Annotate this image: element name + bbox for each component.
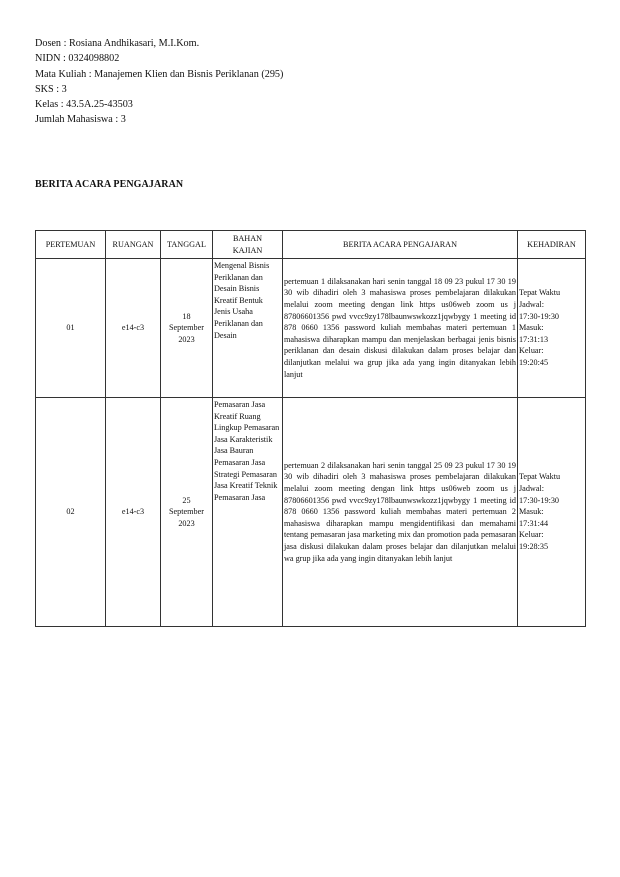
cell-ruangan: e14-c3 [106, 259, 161, 398]
col-header-pertemuan: PERTEMUAN [36, 231, 106, 259]
jadwal-value: 17:30-19:30 [519, 495, 560, 505]
dosen-line: Dosen : Rosiana Andhikasari, M.I.Kom. [35, 38, 200, 49]
document-title: BERITA ACARA PENGAJARAN [35, 179, 184, 190]
nidn-line: NIDN : 0324098802 [35, 53, 120, 65]
keluar-label: Keluar: [519, 530, 544, 540]
jumlah-mahasiswa-line: Jumlah Mahasiswa : 3 [35, 114, 126, 126]
masuk-value: 17:31:13 [519, 334, 549, 344]
keluar-value: 19:20:45 [519, 357, 549, 367]
col-header-ruangan: RUANGAN [106, 231, 161, 259]
kelas-line: Kelas : 43.5A.25-43503 [35, 99, 133, 111]
col-header-bahan: BAHAN [232, 233, 263, 243]
masuk-label: Masuk: [519, 323, 544, 333]
cell-kehadiran [518, 259, 586, 398]
keluar-value: 19:28:35 [519, 541, 549, 551]
jadwal-value: 17:30-19:30 [519, 311, 560, 321]
masuk-value: 17:31:44 [519, 518, 549, 528]
col-header-berita: BERITA ACARA PENGAJARAN [283, 231, 518, 259]
cell-pertemuan: 01 [36, 259, 106, 398]
tanggal-month: September [168, 507, 204, 517]
col-header-bahan-kajian [213, 231, 283, 259]
tanggal-year: 2023 [178, 518, 195, 528]
kehadiran-status: Tepat Waktu [519, 472, 561, 482]
course-header [35, 36, 283, 128]
kehadiran-status: Tepat Waktu [519, 288, 561, 298]
col-header-tanggal: TANGGAL [161, 231, 213, 259]
jadwal-label: Jadwal: [519, 300, 545, 310]
table-header-row [36, 231, 586, 259]
table-row [36, 398, 586, 627]
keluar-label: Keluar: [519, 346, 544, 356]
cell-berita-acara: pertemuan 2 dilaksanakan hari senin tanggal 25 09 23 pukul 17 30 19 30 wib dihadiri oleh 3 mahasiswa proses pembelajaran dilakukan melalui zoom meeting dengan link https us06web zoom us j 87806601356 pwd vvcc9zy178lbaunwswkozz1jqwbygy 1 meeting id 878 0660 1356 password kuliah membahas materi pertemuan 2 mahasiswa diharapkan mampu mengidentifikasi dan memahami tentang pemasaran jasa marketing mix dan promotion pada pemasaran jasa diskusi dilakukan dalam proses belajar dan dilanjutkan melalui wa grup jika ada yang ingin ditanyakan lebih lanjut [283, 398, 518, 627]
cell-bahan-kajian: Mengenal Bisnis Periklanan dan Desain Bisnis Kreatif Bentuk Jenis Usaha Periklanan dan Desain [213, 259, 283, 398]
col-header-kajian: KAJIAN [232, 245, 263, 255]
tanggal-year: 2023 [178, 334, 195, 344]
cell-tanggal [161, 259, 213, 398]
tanggal-day: 25 [182, 495, 191, 505]
jadwal-label: Jadwal: [519, 484, 545, 494]
sks-line: SKS : 3 [35, 83, 67, 95]
berita-acara-table [35, 230, 586, 627]
mata-kuliah-line: Mata Kuliah : Manajemen Klien dan Bisnis Periklanan (295) [35, 68, 284, 80]
cell-tanggal [161, 398, 213, 627]
col-header-kehadiran: KEHADIRAN [518, 231, 586, 259]
masuk-label: Masuk: [519, 507, 544, 517]
tanggal-month: September [168, 323, 204, 333]
table-row [36, 259, 586, 398]
cell-berita-acara: pertemuan 1 dilaksanakan hari senin tanggal 18 09 23 pukul 17 30 19 30 wib dihadiri oleh 3 mahasiswa proses pembelajaran dilakukan melalui zoom meeting dengan link https us06web zoom us j 87806601356 pwd vvcc9zy178lbaunwswkozz1jqwbygy 1 meeting id 878 0660 1356 password kuliah membahas materi pertemuan 1 mahasiswa diharapkan mampu dan menjelaskan berbagai jenis bisnis periklanan dan desain diskusi dilakukan dalam proses belajar dan dilanjutkan melalui wa grup jika ada yang ingin ditanyakan lebih lanjut [283, 259, 518, 398]
cell-kehadiran [518, 398, 586, 627]
cell-bahan-kajian: Pemasaran Jasa Kreatif Ruang Lingkup Pemasaran Jasa Karakteristik Jasa Bauran Pemasaran Jasa Strategi Pemasaran Jasa Kreatif Teknik Pemasaran Jasa [213, 398, 283, 627]
cell-pertemuan: 02 [36, 398, 106, 627]
tanggal-day: 18 [182, 311, 191, 321]
cell-ruangan: e14-c3 [106, 398, 161, 627]
